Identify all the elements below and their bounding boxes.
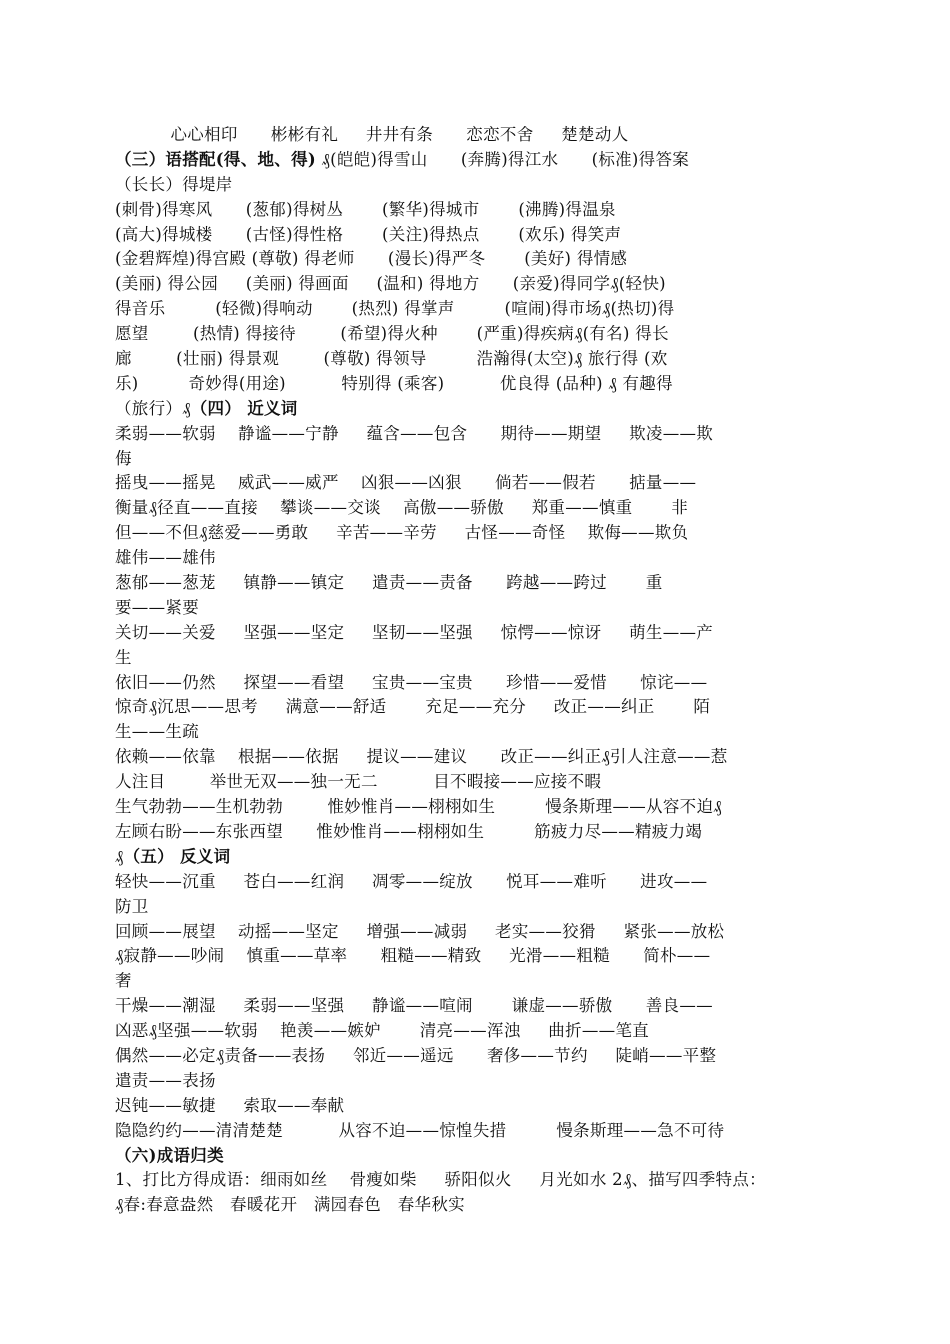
text-segment: （旅行）₰ <box>115 398 191 418</box>
text-line <box>115 845 837 870</box>
text-line <box>115 1044 837 1069</box>
text-line <box>115 247 837 272</box>
text-line <box>115 496 837 521</box>
text-segment: 人注目 举世无双——独一无二 目不暇接——应接不暇 <box>115 772 602 792</box>
document-body <box>115 123 837 1218</box>
text-segment: 生 <box>115 647 132 667</box>
text-line <box>115 571 837 596</box>
text-segment: 回顾——展望 动摇——坚定 增强——减弱 老实——狡猾 紧张——放松 <box>115 921 725 941</box>
text-segment: 惊奇₰沉思——思考 满意——舒适 充足——充分 改正——纠正 陌 <box>115 697 711 717</box>
text-segment: 生——生疏 <box>115 722 199 742</box>
section-heading: （三）语搭配(得、地、得) <box>115 149 317 169</box>
section-heading: （五） 反义词 <box>123 846 231 866</box>
text-line <box>115 1193 837 1218</box>
text-segment: （长长）得堤岸 <box>115 174 233 194</box>
text-line <box>115 1119 837 1144</box>
text-line <box>115 1094 837 1119</box>
text-segment: 关切——关爱 坚强——坚定 坚韧——坚强 惊愕——惊讶 萌生——产 <box>115 622 714 642</box>
text-segment: 迟钝——敏捷 索取——奉献 <box>115 1095 345 1115</box>
text-segment: 干燥——潮湿 柔弱——坚强 静谧——喧闹 谦虚——骄傲 善良—— <box>115 996 713 1016</box>
text-line <box>115 173 837 198</box>
text-segment: (金碧辉煌)得宫殿 (尊敬) 得老师 (漫长)得严冬 (美好) 得情感 <box>115 249 628 269</box>
text-segment: ₰ <box>115 846 124 866</box>
text-line <box>115 770 837 795</box>
text-line <box>115 820 837 845</box>
text-segment: (高大)得城楼 (古怪)得性格 (关注)得热点 (欢乐) 得笑声 <box>115 224 622 244</box>
text-segment: 轻快——沉重 苍白——红润 凋零——绽放 悦耳——难听 进攻—— <box>115 871 708 891</box>
text-segment: 要——紧要 <box>115 597 199 617</box>
text-segment: 隐隐约约——清清楚楚 从容不迫——惊惶失措 慢条斯理——急不可待 <box>115 1120 725 1140</box>
text-segment: 生气勃勃——生机勃勃 惟妙惟肖——栩栩如生 慢条斯理——从容不迫₰ <box>115 797 722 817</box>
text-line <box>115 870 837 895</box>
text-segment: 但——不但₰慈爱——勇敢 辛苦——辛劳 古怪——奇怪 欺侮——欺负 <box>115 523 689 543</box>
section-heading: （六)成语归类 <box>115 1145 224 1165</box>
text-segment: 凶恶₰坚强——软弱 艳羡——嫉妒 清亮——浑浊 曲折——笔直 <box>115 1021 650 1041</box>
text-line <box>115 920 837 945</box>
text-segment: 依旧——仍然 探望——看望 宝贵——宝贵 珍惜——爱惜 惊诧—— <box>115 672 708 692</box>
text-segment: 心心相印 彬彬有礼 井井有条 恋恋不舍 楚楚动人 <box>115 125 629 144</box>
text-line <box>115 471 837 496</box>
text-segment: 奢 <box>115 971 132 991</box>
text-line <box>115 1168 837 1193</box>
text-segment: 葱郁——葱茏 镇静——镇定 遣责——责备 跨越——跨过 重 <box>115 573 663 593</box>
text-line <box>115 521 837 546</box>
text-segment: 乐) 奇妙得(用途) 特别得 (乘客) 优良得 (品种) ₰ 有趣得 <box>115 373 673 393</box>
text-segment: 遣责——表扬 <box>115 1070 216 1090</box>
text-line <box>115 297 837 322</box>
text-line <box>115 223 837 248</box>
text-line <box>115 969 837 994</box>
text-line <box>115 895 837 920</box>
text-segment: 左顾右盼——东张西望 惟妙惟肖——栩栩如生 筋疲力尽——精疲力竭 <box>115 821 703 841</box>
text-line <box>115 272 837 297</box>
text-line <box>115 447 837 472</box>
text-line <box>115 795 837 820</box>
text-segment: 得音乐 (轻微)得响动 (热烈) 得掌声 (喧闹)得市场₰(热切)得 <box>115 299 675 319</box>
text-segment: 愿望 (热情) 得接待 (希望)得火种 (严重)得疾病₰(有名) 得长 <box>115 324 669 344</box>
text-segment: 衡量₰径直——直接 攀谈——交谈 高傲——骄傲 郑重——慎重 非 <box>115 498 689 518</box>
text-segment: ₰春:春意盎然 春暖花开 满园春色 春华秋实 <box>115 1195 465 1215</box>
text-line <box>115 372 837 397</box>
text-line <box>115 944 837 969</box>
text-segment: 侮 <box>115 448 132 468</box>
text-line <box>115 1144 837 1169</box>
text-line <box>115 695 837 720</box>
text-line <box>115 198 837 223</box>
text-segment: 依赖——依靠 根据——依据 提议——建议 改正——纠正₰引人注意——惹 <box>115 747 728 767</box>
text-line <box>115 546 837 571</box>
text-segment: 防卫 <box>115 896 149 916</box>
section-heading: （四） 近义词 <box>190 398 298 418</box>
text-segment: (美丽) 得公园 (美丽) 得画面 (温和) 得地方 (亲爱)得同学₰(轻快) <box>115 274 666 294</box>
text-segment: 柔弱——软弱 静谧——宁静 蕴含——包含 期待——期望 欺凌——欺 <box>115 423 714 443</box>
text-line <box>115 646 837 671</box>
text-line <box>115 994 837 1019</box>
text-segment: ₰(皑皑)得雪山 (奔腾)得江水 (标准)得答案 <box>316 149 690 169</box>
text-line <box>115 745 837 770</box>
text-segment: 摇曳——摇晃 威武——威严 凶狠——凶狠 倘若——假若 掂量—— <box>115 473 697 493</box>
text-segment: 廊 (壮丽) 得景观 (尊敬) 得领导 浩瀚得(太空)₰ 旅行得 (欢 <box>115 349 668 369</box>
text-segment: 雄伟——雄伟 <box>115 548 216 568</box>
text-line <box>115 596 837 621</box>
text-segment: ₰寂静——吵闹 慎重——草率 粗糙——精致 光滑——粗糙 简朴—— <box>115 946 711 966</box>
text-line <box>115 1069 837 1094</box>
text-line <box>115 322 837 347</box>
text-line <box>115 397 837 422</box>
text-line <box>115 720 837 745</box>
text-line <box>115 123 837 148</box>
text-segment: (刺骨)得寒风 (葱郁)得树丛 (繁华)得城市 (沸腾)得温泉 <box>115 199 616 219</box>
text-line <box>115 621 837 646</box>
text-segment: 1、打比方得成语：细雨如丝 骨瘦如柴 骄阳似火 月光如水 2₰、描写四季特点： <box>115 1170 766 1190</box>
text-line <box>115 422 837 447</box>
text-segment: 偶然——必定₰责备——表扬 邻近——遥远 奢侈——节约 陡峭——平整 <box>115 1045 717 1065</box>
text-line <box>115 1019 837 1044</box>
text-line <box>115 347 837 372</box>
text-line <box>115 671 837 696</box>
text-line <box>115 148 837 173</box>
